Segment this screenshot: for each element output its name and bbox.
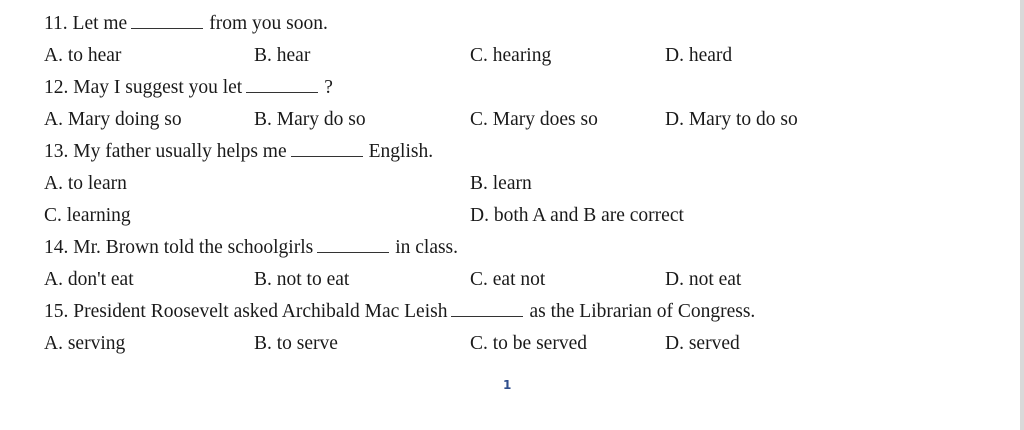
option-11-d: D. heard: [665, 45, 733, 66]
page-number: 1: [503, 378, 512, 392]
question-11-text: 11. Let me: [44, 13, 128, 34]
question-15-text: 15. President Roosevelt asked Archibald Mac Leish: [44, 301, 448, 322]
question-13-text-end: English.: [368, 141, 434, 162]
question-14: [44, 236, 458, 260]
option-11-c: C. hearing: [470, 45, 552, 66]
question-12-text-end: ?: [324, 77, 333, 98]
option-12-c: C. Mary does so: [470, 109, 598, 130]
question-12-text: 12. May I suggest you let: [44, 77, 243, 98]
option-14-d: D. not eat: [665, 269, 742, 290]
option-15-d: D. served: [665, 333, 740, 354]
option-11-a: A. to hear: [44, 45, 122, 66]
answer-blank: [131, 12, 203, 29]
answer-blank: [451, 300, 523, 317]
option-13-a: A. to learn: [44, 173, 127, 194]
option-14-b: B. not to eat: [254, 269, 350, 290]
option-13-c: C. learning: [44, 205, 131, 226]
answer-blank: [246, 76, 318, 93]
option-11-b: B. hear: [254, 45, 311, 66]
option-12-d: D. Mary to do so: [665, 109, 798, 130]
question-14-text-end: in class.: [395, 237, 459, 258]
question-14-text: 14. Mr. Brown told the schoolgirls: [44, 237, 314, 258]
question-13-text: 13. My father usually helps me: [44, 141, 287, 162]
question-12: [44, 76, 333, 100]
option-14-c: C. eat not: [470, 269, 546, 290]
question-13: [44, 140, 433, 164]
answer-blank: [291, 140, 363, 157]
page-edge-divider: [1020, 0, 1024, 430]
question-11: [44, 12, 328, 36]
question-11-text-end: from you soon.: [209, 13, 328, 34]
option-13-d: D. both A and B are correct: [470, 205, 684, 226]
option-14-a: A. don't eat: [44, 269, 134, 290]
option-13-b: B. learn: [470, 173, 532, 194]
answer-blank: [317, 236, 389, 253]
question-15: [44, 300, 755, 324]
option-12-b: B. Mary do so: [254, 109, 366, 130]
option-15-c: C. to be served: [470, 333, 587, 354]
option-15-b: B. to serve: [254, 333, 338, 354]
question-15-text-end: as the Librarian of Congress.: [529, 301, 756, 322]
option-15-a: A. serving: [44, 333, 126, 354]
option-12-a: A. Mary doing so: [44, 109, 182, 130]
